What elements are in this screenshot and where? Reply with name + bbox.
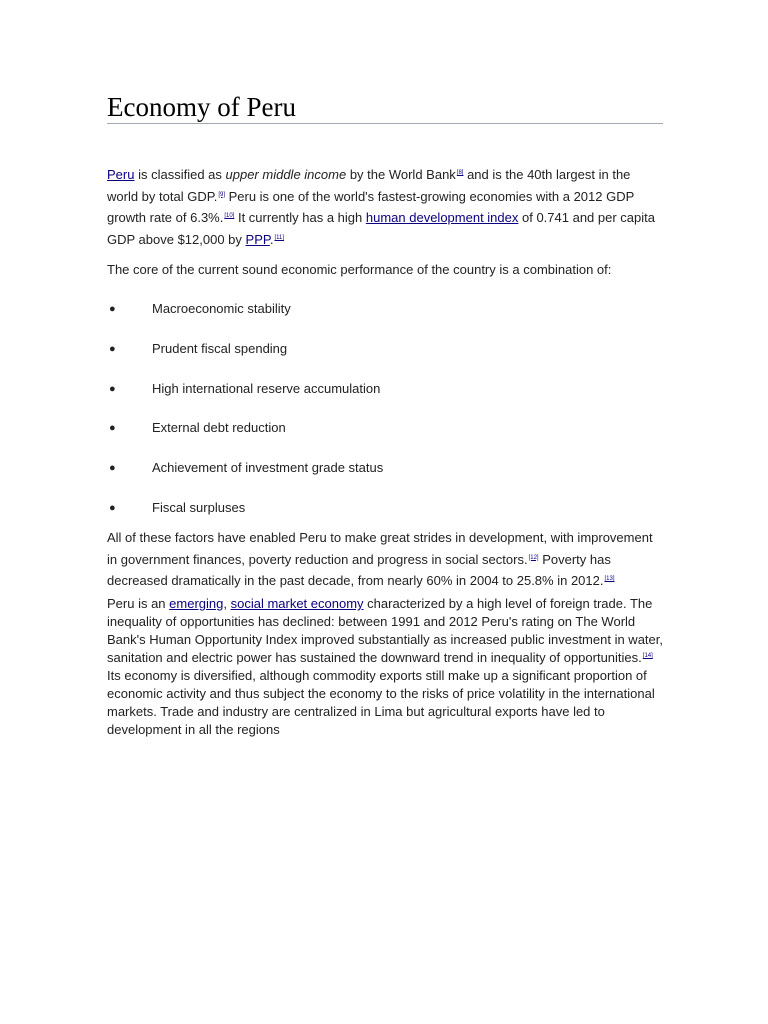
ref-12[interactable]: [12] xyxy=(528,554,539,561)
intro-text-5: It currently has a high xyxy=(234,210,366,226)
factors-text-2: Poverty has decreased dramatically in the past decade, from nearly 60% in 2004 to 25.8% in 2012. xyxy=(107,551,611,589)
emerging-link[interactable]: emerging xyxy=(169,596,224,611)
emerging-paragraph xyxy=(107,595,663,739)
peru-link[interactable]: Peru xyxy=(107,167,135,182)
list-item xyxy=(107,379,663,419)
factors-list xyxy=(107,299,663,538)
intro-text-6: of 0.741 and per capita GDP above $12,000 by xyxy=(107,210,655,248)
bullet-icon: ● xyxy=(109,382,116,395)
list-item-text: Achievement of investment grade status xyxy=(152,460,384,476)
intro-paragraph xyxy=(107,164,663,251)
bullet-icon: ● xyxy=(109,422,116,435)
intro-text-2: by the World Bank xyxy=(346,167,456,182)
hdi-link[interactable]: human development index xyxy=(365,210,519,226)
factors-text-1: All of these factors have enabled Peru to make great strides in development, with improvement in government finances, poverty reduction and progress in social sectors. xyxy=(107,530,653,567)
intro-text-3: and is the 40th largest in the world by total GDP. xyxy=(107,167,631,204)
list-item xyxy=(107,339,663,379)
factors-paragraph xyxy=(107,527,663,592)
emerging-text-2: , xyxy=(223,596,231,611)
ref-8[interactable]: [8] xyxy=(456,170,464,176)
list-item xyxy=(107,299,663,339)
bullet-icon: ● xyxy=(109,501,116,514)
page-title: Economy of Peru xyxy=(107,90,663,124)
intro-text-7: . xyxy=(269,232,274,248)
bullet-icon: ● xyxy=(109,303,116,315)
ref-11[interactable]: [11] xyxy=(274,235,285,242)
intro-emphasis: upper middle income xyxy=(225,167,347,182)
list-item-text: Prudent fiscal spending xyxy=(152,340,288,356)
list-item-text: Fiscal surpluses xyxy=(152,499,246,515)
list-item xyxy=(107,418,663,458)
emerging-text-3: characterized by a high level of foreign trade. The inequality of opportunities has declined: between 1991 and 2012 Peru's rating on The World Bank's Human Opportunity Index improved substantially as increased public investment in water, sanitation and electric power has sustained the downward trend in inequality of opportunities. xyxy=(107,596,663,665)
bullet-icon: ● xyxy=(109,342,116,355)
list-item-text: High international reserve accumulation xyxy=(152,380,381,396)
ppp-link[interactable]: PPP xyxy=(245,232,270,248)
bullet-icon: ● xyxy=(109,462,116,475)
list-item-text: External debt reduction xyxy=(152,420,286,436)
intro-text-1: is classified as xyxy=(134,167,226,182)
ref-9[interactable]: [9] xyxy=(218,191,225,198)
ref-10[interactable]: [10] xyxy=(224,213,235,220)
list-item xyxy=(107,458,663,498)
list-item-text: Macroeconomic stability xyxy=(152,301,291,316)
social-market-economy-link[interactable]: social market economy xyxy=(230,596,364,611)
emerging-text-4: Its economy is diversified, although commodity exports still make up a significant proportion of economic activity and thus subject the economy to the risks of price volatility in the international markets. Trade and industry are centralized in Lima but agricultural exports have led to development in all the regions xyxy=(107,668,655,737)
emerging-text-1: Peru is an xyxy=(107,596,170,611)
ref-14[interactable]: [14] xyxy=(642,653,653,659)
intro-text-4: Peru is one of the world's fastest-growing economies with a 2012 GDP growth rate of 6.3%. xyxy=(107,188,635,226)
ref-13[interactable]: [13] xyxy=(604,576,615,583)
core-paragraph: The core of the current sound economic performance of the country is a combination of: xyxy=(107,262,612,277)
